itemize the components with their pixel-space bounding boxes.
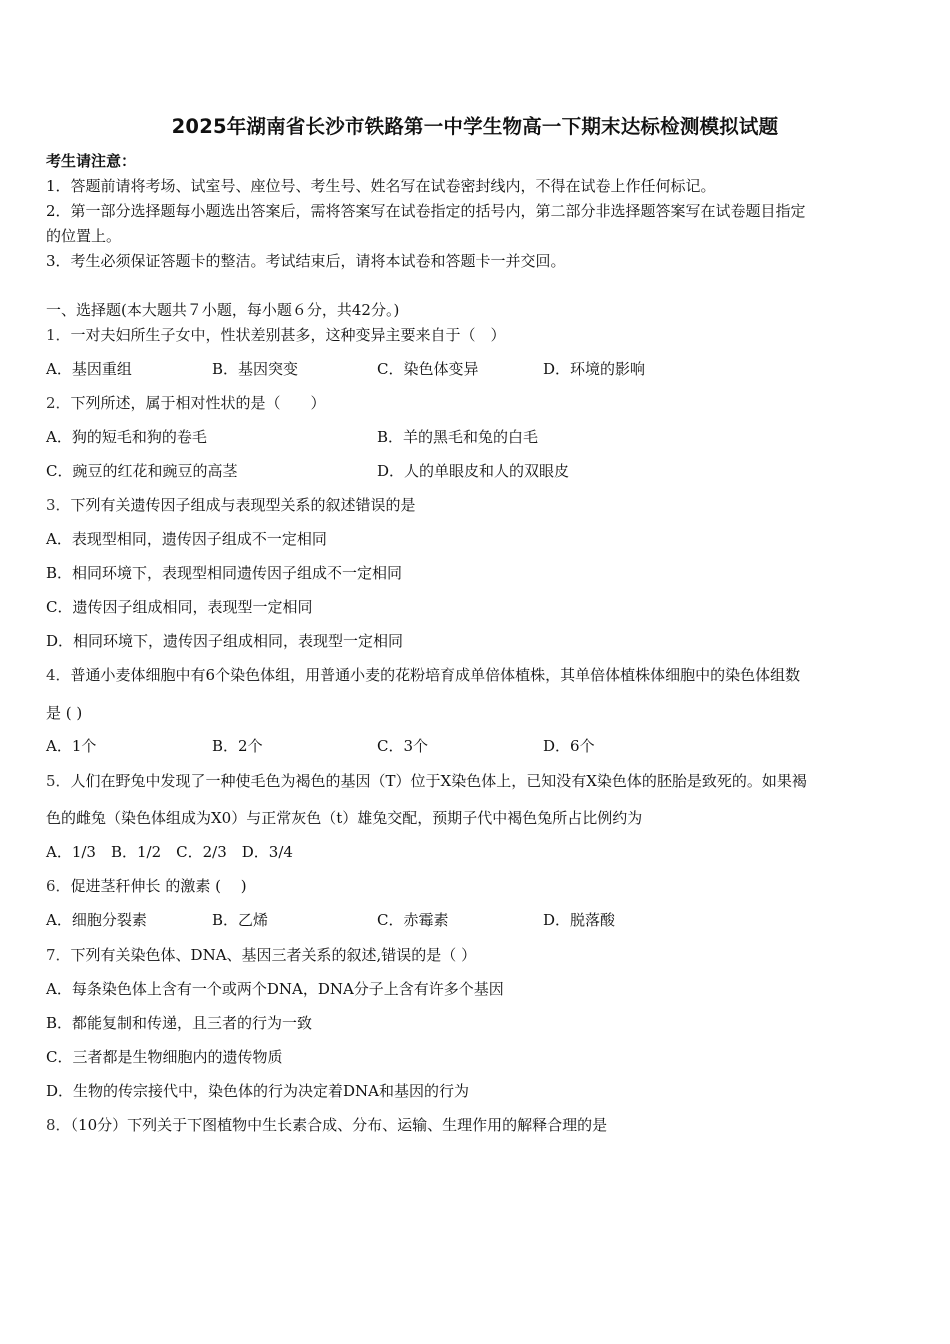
question-number: 6．	[46, 877, 71, 895]
option-b: B．相同环境下，表现型相同遗传因子组成不一定相同	[46, 564, 403, 582]
question-5	[46, 771, 807, 791]
question-number: 4．	[46, 666, 71, 684]
option-d: D．环境的影响	[543, 360, 646, 378]
option-c: C．三者都是生物细胞内的遗传物质	[46, 1048, 283, 1066]
option-a: A．表现型相同，遗传因子组成不一定相同	[46, 530, 327, 548]
option-d: D．人的单眼皮和人的双眼皮	[377, 462, 570, 480]
option-a: A．基因重组	[46, 360, 132, 378]
question-number: 8．	[46, 1116, 71, 1134]
notice-item-2-cont: 的位置上。	[46, 227, 122, 245]
option-c: C．豌豆的红花和豌豆的高茎	[46, 462, 238, 480]
option-b: B．乙烯	[212, 911, 269, 929]
notice-item-1: 1．答题前请将考场、试室号、座位号、考生号、姓名写在试卷密封线内，不得在试卷上作任何标记。	[46, 177, 716, 195]
question-stem: （10分）下列关于下图植物中生长素合成、分布、运输、生理作用的解释合理的是	[70, 1116, 608, 1134]
notice-item-2: 2．第一部分选择题每小题选出答案后，需将答案写在试卷指定的括号内，第二部分非选择题答案写在试卷题目指定	[46, 202, 806, 220]
option-c: C．赤霉素	[377, 911, 449, 929]
option-a: A．1个	[46, 737, 97, 755]
question-stem: 人们在野兔中发现了一种使毛色为褐色的基因（T）位于X染色体上，已知没有X染色体的胚胎是致死的。如果褐	[70, 772, 807, 790]
option-b: B．2个	[212, 737, 263, 755]
question-number: 1．	[46, 326, 71, 344]
question-3	[46, 495, 416, 515]
question-4-cont: 是 ( )	[46, 704, 83, 722]
option-d: D．脱落酸	[543, 911, 616, 929]
page-title: 2025年湖南省长沙市铁路第一中学生物高一下期末达标检测模拟试题	[171, 115, 779, 138]
option-c: C．染色体变异	[377, 360, 479, 378]
question-4	[46, 665, 800, 685]
question-1	[46, 325, 506, 345]
option-c: C．3个	[377, 737, 429, 755]
question-7	[46, 945, 476, 965]
section-heading: 一、选择题(本大题共７小题，每小题６分，共42分。)	[46, 301, 400, 319]
options-row: A．1/3 B．1/2 C．2/3 D．3/4	[46, 843, 293, 861]
question-stem: 普通小麦体细胞中有6个染色体组，用普通小麦的花粉培育成单倍体植株，其单倍体植株体细胞中的染色体组数	[70, 666, 801, 684]
question-stem: 下列有关染色体、DNA、基因三者关系的叙述,错误的是（ ）	[70, 946, 477, 964]
option-a: A．细胞分裂素	[46, 911, 147, 929]
option-d: D．6个	[543, 737, 595, 755]
option-a: A．每条染色体上含有一个或两个DNA，DNA分子上含有许多个基因	[46, 980, 504, 998]
option-d: D．相同环境下，遗传因子组成相同，表现型一定相同	[46, 632, 404, 650]
question-number: 7．	[46, 946, 71, 964]
notice-heading: 考生请注意：	[46, 152, 137, 170]
option-a: A．狗的短毛和狗的卷毛	[46, 428, 207, 446]
question-number: 2．	[46, 394, 71, 412]
option-c: C．遗传因子组成相同，表现型一定相同	[46, 598, 313, 616]
question-stem: 一对夫妇所生子女中，性状差别甚多，这种变异主要来自于（ ）	[70, 326, 506, 344]
option-d: D．生物的传宗接代中，染色体的行为决定着DNA和基因的行为	[46, 1082, 470, 1100]
question-stem: 下列有关遗传因子组成与表现型关系的叙述错误的是	[70, 496, 416, 514]
question-5-cont: 色的雌兔（染色体组成为X0）与正常灰色（t）雄兔交配，预期子代中褐色兔所占比例约为	[46, 809, 643, 827]
question-number: 3．	[46, 496, 71, 514]
question-6	[46, 876, 247, 896]
notice-item-3: 3．考生必须保证答题卡的整洁。考试结束后，请将本试卷和答题卡一并交回。	[46, 252, 566, 270]
question-stem: 促进茎秆伸长 的激素 ( )	[70, 877, 247, 895]
question-8	[46, 1115, 607, 1135]
option-b: B．都能复制和传递，且三者的行为一致	[46, 1014, 313, 1032]
question-stem: 下列所述，属于相对性状的是（ ）	[70, 394, 326, 412]
option-b: B．基因突变	[212, 360, 299, 378]
question-2	[46, 393, 326, 413]
question-number: 5．	[46, 772, 71, 790]
option-b: B．羊的黑毛和兔的白毛	[377, 428, 539, 446]
